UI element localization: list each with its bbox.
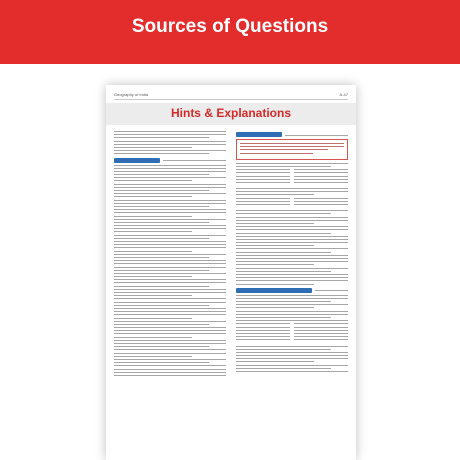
banner-title: Sources of Questions [131, 16, 329, 37]
source-tag [114, 158, 160, 163]
page-header [114, 89, 348, 99]
page-number: A-47 [339, 92, 348, 97]
book-page-preview [106, 85, 356, 460]
source-tag-row-2 [236, 287, 348, 295]
section-heading-strip [106, 103, 356, 125]
source-tag-2 [236, 288, 312, 293]
highlight-box [236, 139, 348, 160]
matching-table [236, 323, 348, 342]
title-banner [0, 0, 460, 64]
answer-table [236, 169, 348, 185]
right-text-column [236, 131, 348, 451]
running-head: Geography of India [114, 92, 149, 97]
section-title: Hints & Explanations [170, 106, 292, 120]
info-tag [236, 132, 282, 137]
left-text-column [114, 131, 226, 451]
info-tag-row [236, 131, 348, 139]
source-tag-row [114, 157, 226, 165]
state-table [236, 198, 348, 208]
header-divider [114, 99, 348, 100]
